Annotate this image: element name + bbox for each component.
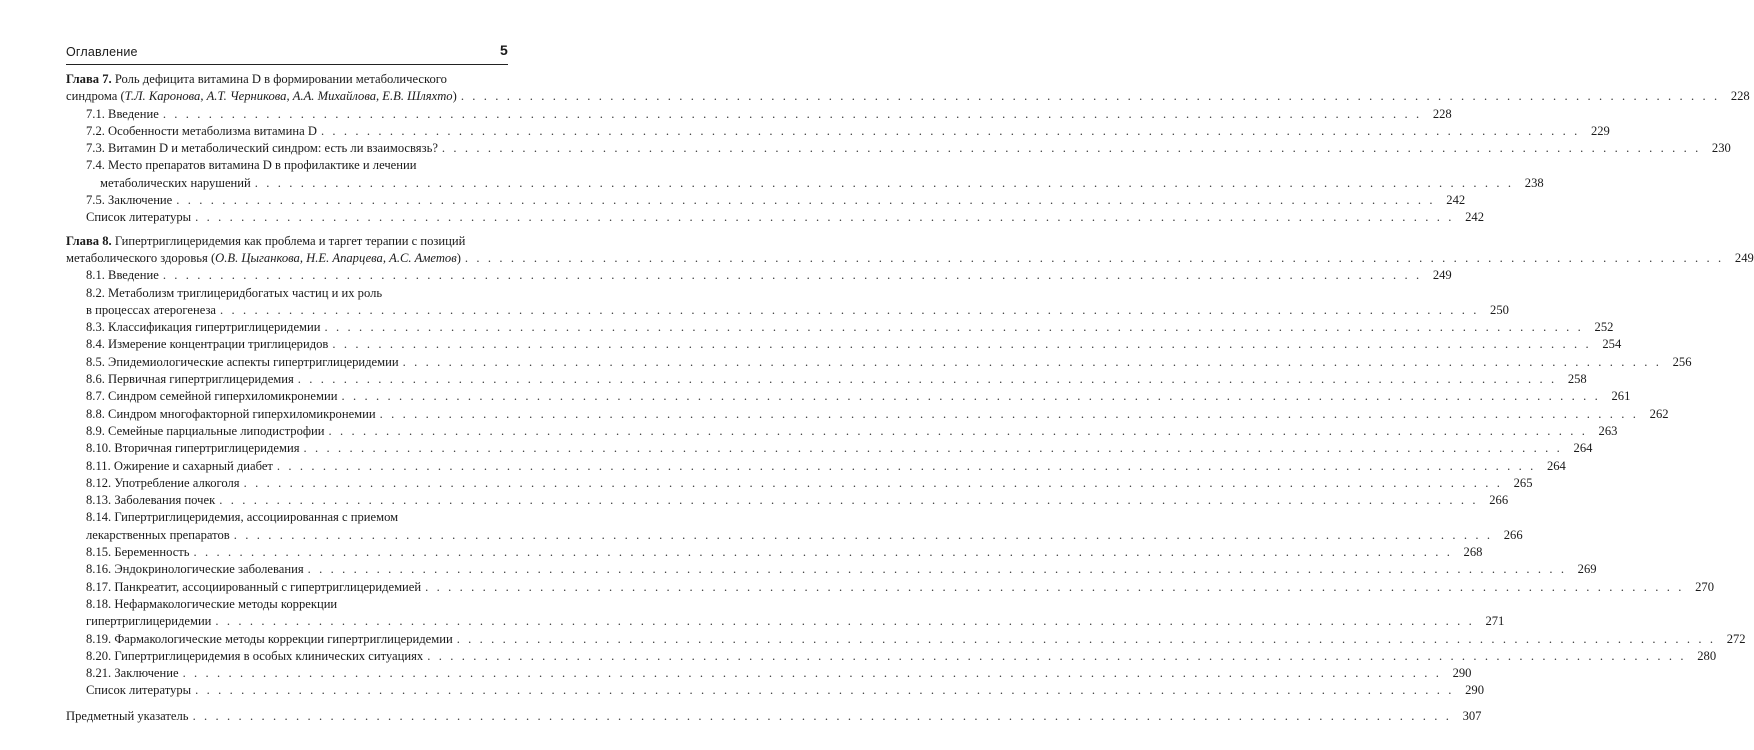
toc-entry[interactable]	[66, 371, 1587, 388]
leader-dots	[163, 267, 1422, 284]
toc-entry-text: гипертриглицеридемии	[86, 614, 212, 629]
chapter-8-title: Гипертриглицеридемия как проблема и таргет терапии с позиций	[114, 233, 466, 248]
toc-entry-page: 261	[1611, 389, 1631, 404]
leader-dots	[461, 88, 1720, 105]
leader-dots	[442, 140, 1701, 157]
leader-dots	[176, 192, 1435, 209]
toc-entry-page: 249	[1432, 268, 1452, 283]
toc-entry-text: 7.4. Место препаратов витамина D в профилактике и лечении	[86, 158, 417, 173]
toc-entry-page: 268	[1463, 545, 1483, 560]
toc-entry-line1[interactable]	[66, 157, 508, 174]
chapter-8-title-part: метаболического здоровья (	[66, 250, 216, 265]
toc-entry[interactable]	[66, 579, 1715, 596]
toc-entry-text: 8.12. Употребление алкоголя	[86, 475, 240, 490]
toc-entry[interactable]	[66, 354, 1692, 371]
toc-entry[interactable]	[66, 140, 1731, 157]
toc-entry-page: 270	[1695, 579, 1715, 594]
toc-entry[interactable]	[66, 665, 1472, 682]
toc-entry[interactable]	[66, 123, 1610, 140]
leader-dots	[329, 423, 1588, 440]
toc-entry-page: 264	[1546, 458, 1566, 473]
toc-entry-text: Список литературы	[86, 683, 192, 698]
toc-entry-text: Предметный указатель	[66, 708, 189, 723]
toc-entry-text: 8.16. Эндокринологические заболевания	[86, 562, 304, 577]
leader-dots	[403, 354, 1662, 371]
toc-entry-page: 254	[1602, 337, 1622, 352]
toc-entry-page: 272	[1726, 631, 1746, 646]
toc-entry[interactable]	[66, 336, 1622, 353]
toc-entry-text: 8.8. Синдром многофакторной гиперхиломикронемии	[86, 406, 376, 421]
toc-entry-text: Список литературы	[86, 210, 192, 225]
toc-entry[interactable]	[66, 475, 1533, 492]
toc-entry-page: 230	[1711, 141, 1731, 156]
toc-entry-text: 7.1. Введение	[86, 106, 159, 121]
toc-entry-line1[interactable]	[66, 509, 508, 526]
toc-entry-line2[interactable]	[66, 613, 1505, 630]
chapter-7-authors: Т.Л. Каронова, А.Т. Черникова, А.А. Михайлова, Е.В. Шляхто	[124, 89, 453, 104]
leader-dots	[183, 665, 1442, 682]
page-number: 5	[500, 42, 508, 58]
toc-entry-page: 238	[1524, 175, 1544, 190]
toc-entry[interactable]	[66, 440, 1593, 457]
toc-entry-page: 263	[1598, 423, 1618, 438]
toc-entry-subject-index[interactable]	[66, 708, 1482, 725]
toc-entry-text: 8.19. Фармакологические методы коррекции гипертриглицеридемии	[86, 631, 453, 646]
toc-entry-page: 269	[1577, 562, 1597, 577]
chapter-8-page: 249	[1734, 250, 1754, 265]
toc-entry-text: 8.14. Гипертриглицеридемия, ассоциированная с приемом	[86, 510, 399, 525]
toc-entry-text: 8.17. Панкреатит, ассоциированный с гипертриглицеридемией	[86, 579, 422, 594]
chapter-7-title: Роль дефицита витамина D в формировании метаболического	[114, 72, 447, 86]
chapter-8-title-close: )	[456, 250, 461, 265]
toc-entry[interactable]	[66, 423, 1618, 440]
toc-entry-page: 266	[1489, 493, 1509, 508]
chapter-8-title-line2[interactable]	[66, 250, 1754, 267]
toc-entry-text: 8.20. Гипертриглицеридемия в особых клинических ситуациях	[86, 648, 424, 663]
toc-entry-text: 8.6. Первичная гипертриглицеридемия	[86, 372, 294, 387]
toc-entry-text: лекарственных препаратов	[86, 527, 230, 542]
toc-entry[interactable]	[66, 406, 1669, 423]
toc-entry-page: 258	[1567, 372, 1587, 387]
toc-entry-text: метаболических нарушений	[100, 175, 251, 190]
toc-entry-text: в процессах атерогенеза	[86, 302, 217, 317]
toc-entry[interactable]	[66, 192, 1466, 209]
toc-entry-text: 8.5. Эпидемиологические аспекты гипертриглицеридемии	[86, 354, 399, 369]
toc-entry-text: 8.18. Нефармакологические методы коррекции	[86, 596, 338, 611]
toc-entry-text: 8.7. Синдром семейной гиперхиломикронемии	[86, 389, 338, 404]
leader-dots	[244, 475, 1503, 492]
leader-dots	[255, 175, 1514, 192]
toc-entry-page: 250	[1490, 302, 1509, 317]
toc-entry[interactable]	[66, 631, 1746, 648]
toc-entry-text: 8.1. Введение	[86, 268, 159, 283]
leader-dots	[193, 708, 1452, 725]
toc-entry-page: 265	[1513, 475, 1533, 490]
toc-entry-line2[interactable]	[66, 527, 1523, 544]
toc-entry-page: 271	[1485, 614, 1505, 629]
spacer	[66, 700, 508, 708]
toc-entry-line1[interactable]	[66, 285, 508, 302]
leader-dots	[380, 406, 1639, 423]
toc-entry-text: 8.3. Классификация гипертриглицеридемии	[86, 320, 321, 335]
toc-entry[interactable]	[66, 388, 1631, 405]
toc-entry-page: 228	[1432, 106, 1452, 121]
toc-entry[interactable]	[66, 458, 1566, 475]
leader-dots	[465, 250, 1724, 267]
leader-dots	[298, 371, 1557, 388]
toc-entry-page: 290	[1465, 683, 1485, 698]
leader-dots	[341, 388, 1600, 405]
chapter-7-title-part: синдрома (	[66, 89, 125, 104]
toc-entry-page: 262	[1649, 406, 1669, 421]
toc-entry-references[interactable]	[66, 209, 1485, 226]
toc-entry[interactable]	[66, 648, 1717, 665]
leader-dots	[425, 579, 1684, 596]
toc-entry-page: 242	[1446, 193, 1466, 208]
leader-dots	[332, 336, 1591, 353]
chapter-7-title-close: )	[452, 89, 457, 104]
toc-entry-line1[interactable]	[66, 596, 508, 613]
toc-entry-text: 8.2. Метаболизм триглицеридбогатых частиц и их роль	[86, 285, 383, 300]
toc-entry[interactable]	[66, 106, 1452, 123]
leader-dots	[194, 544, 1453, 561]
chapter-8-authors: О.В. Цыганкова, Н.Е. Апарцева, А.С. Аметов	[215, 250, 457, 265]
running-header-title: Оглавление	[66, 45, 138, 59]
leader-dots	[163, 106, 1422, 123]
toc-entry-line2[interactable]	[66, 175, 1544, 192]
chapter-7-title-line2[interactable]	[66, 88, 1750, 105]
leader-dots	[195, 209, 1454, 226]
toc-entry-text: 8.4. Измерение концентрации триглицеридов	[86, 337, 329, 352]
leader-dots	[220, 302, 1479, 319]
toc-entry-page: 290	[1452, 666, 1472, 681]
chapter-7-title-line1[interactable]	[66, 71, 508, 88]
toc-entry-references[interactable]	[66, 682, 1485, 699]
toc-entry-text: 8.10. Вторичная гипертриглицеридемия	[86, 441, 300, 456]
chapter-8-title-line1[interactable]	[66, 233, 508, 250]
toc-entry-text: 8.21. Заключение	[86, 666, 179, 681]
leader-dots	[195, 682, 1454, 699]
toc-entry-text: 8.15. Беременность	[86, 545, 190, 560]
toc-entry-text: 8.13. Заболевания почек	[86, 493, 216, 508]
chapter-8-label: Глава 8.	[66, 233, 112, 248]
toc-entry-text: 7.2. Особенности метаболизма витамина D	[86, 123, 317, 138]
toc-entry-page: 280	[1697, 648, 1717, 663]
toc-entry-page: 266	[1503, 527, 1523, 542]
leader-dots	[304, 440, 1563, 457]
toc-entry[interactable]	[66, 492, 1509, 509]
table-of-contents	[66, 71, 1754, 725]
leader-dots	[427, 648, 1686, 665]
toc-entry-page: 264	[1573, 441, 1593, 456]
toc-entry[interactable]	[66, 267, 1452, 284]
toc-entry[interactable]	[66, 561, 1597, 578]
toc-entry-page: 242	[1465, 210, 1485, 225]
leader-dots	[325, 319, 1584, 336]
chapter-7-label: Глава 7.	[66, 72, 112, 86]
leader-dots	[219, 492, 1478, 509]
leader-dots	[215, 613, 1474, 630]
toc-entry-text: 7.3. Витамин D и метаболический синдром: есть ли взаимосвязь?	[86, 141, 438, 156]
leader-dots	[277, 458, 1536, 475]
running-header	[66, 42, 508, 62]
chapter-7-page: 228	[1730, 89, 1750, 104]
toc-entry-page: 252	[1594, 320, 1614, 335]
toc-entry-text: 7.5. Заключение	[86, 193, 173, 208]
toc-entry-page: 229	[1590, 123, 1610, 138]
toc-entry[interactable]	[66, 319, 1614, 336]
toc-entry-page: 256	[1672, 354, 1692, 369]
leader-dots	[321, 123, 1580, 140]
toc-entry[interactable]	[66, 544, 1483, 561]
toc-entry-text: 8.11. Ожирение и сахарный диабет	[86, 458, 273, 473]
leader-dots	[308, 561, 1567, 578]
toc-entry-line2[interactable]	[66, 302, 1509, 319]
toc-entry-text: 8.9. Семейные парциальные липодистрофии	[86, 423, 325, 438]
leader-dots	[234, 527, 1493, 544]
leader-dots	[457, 631, 1716, 648]
header-rule	[66, 64, 508, 65]
toc-entry-page: 307	[1462, 708, 1482, 723]
